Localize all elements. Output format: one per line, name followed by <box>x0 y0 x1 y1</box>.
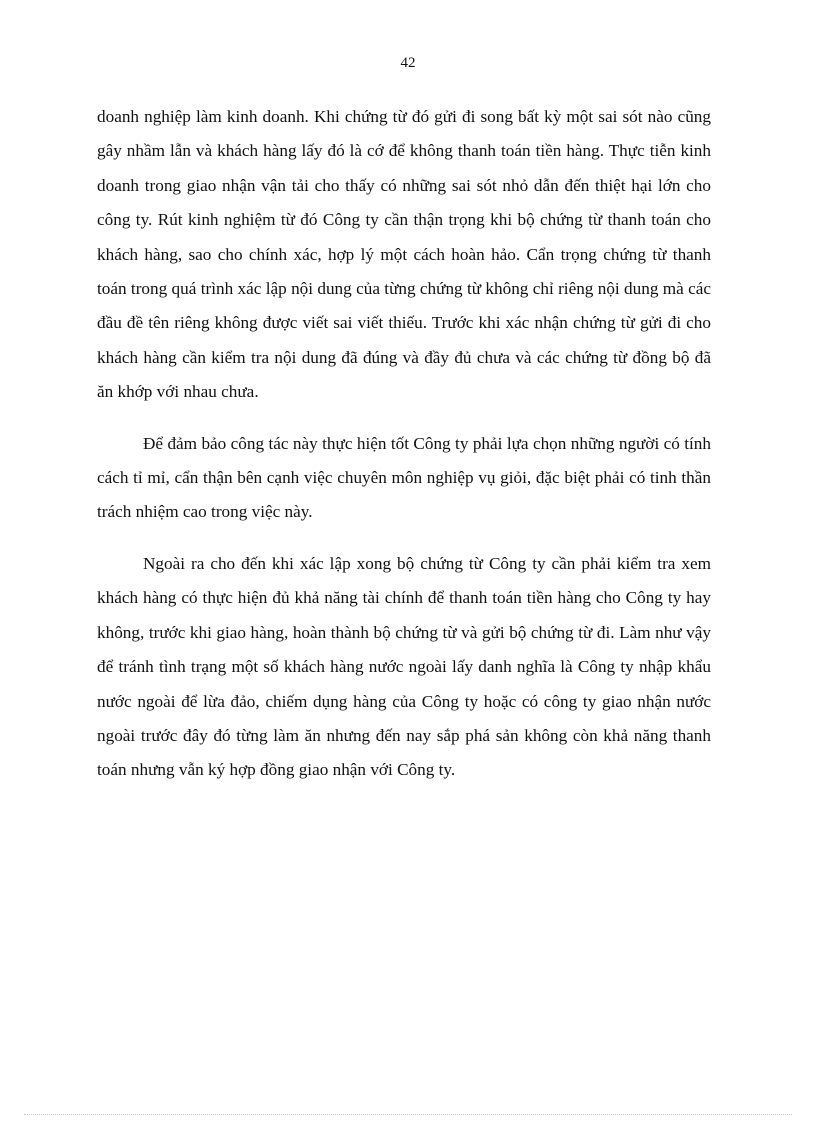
body-text <box>97 100 711 788</box>
paragraph-continuation: doanh nghiệp làm kinh doanh. Khi chứng từ đó gửi đi song bất kỳ một sai sót nào cũng gây nhầm lẫn và khách hàng lấy đó là cớ để không thanh toán tiền hàng. Thực tiễn kinh doanh trong giao nhận vận tải cho thấy có những sai sót nhỏ dẫn đến thiệt hại lớn cho công ty. Rút kinh nghiệm từ đó Công ty cần thận trọng khi bộ chứng từ thanh toán cho khách hàng, sao cho chính xác, hợp lý một cách hoàn hảo. Cẩn trọng chứng từ thanh toán trong quá trình xác lập nội dung của từng chứng từ không chỉ riêng nội dung mà các đầu đề tên riêng không được viết sai viết thiếu. Trước khi xác nhận chứng từ gửi đi cho khách hàng cần kiểm tra nội dung đã đúng và đầy đủ chưa và các chứng từ đồng bộ đã ăn khớp với nhau chưa. <box>97 107 711 402</box>
paragraph-staff-selection: Để đảm bảo công tác này thực hiện tốt Công ty phải lựa chọn những người có tính cách tỉ mỉ, cẩn thận bên cạnh việc chuyên môn nghiệp vụ giỏi, đặc biệt phải có tinh thần trách nhiệm cao trong việc này. <box>97 433 711 522</box>
page-number: 42 <box>400 55 416 71</box>
page-bottom-divider <box>24 1114 792 1115</box>
paragraph-customer-verification: Ngoài ra cho đến khi xác lập xong bộ chứng từ Công ty cần phải kiểm tra xem khách hàng có thực hiện đủ khả năng tài chính để thanh toán tiền hàng cho Công ty hay không, trước khi giao hàng, hoàn thành bộ chứng từ và gửi bộ chứng từ đi. Làm như vậy để tránh tình trạng một số khách hàng nước ngoài lấy danh nghĩa là Công ty nhập khẩu nước ngoài để lừa đảo, chiếm dụng hàng của Công ty hoặc có công ty giao nhận nước ngoài trước đây đó từng làm ăn nhưng đến nay sắp phá sản không còn khả năng thanh toán nhưng vẫn ký hợp đồng giao nhận với Công ty. <box>97 553 711 780</box>
